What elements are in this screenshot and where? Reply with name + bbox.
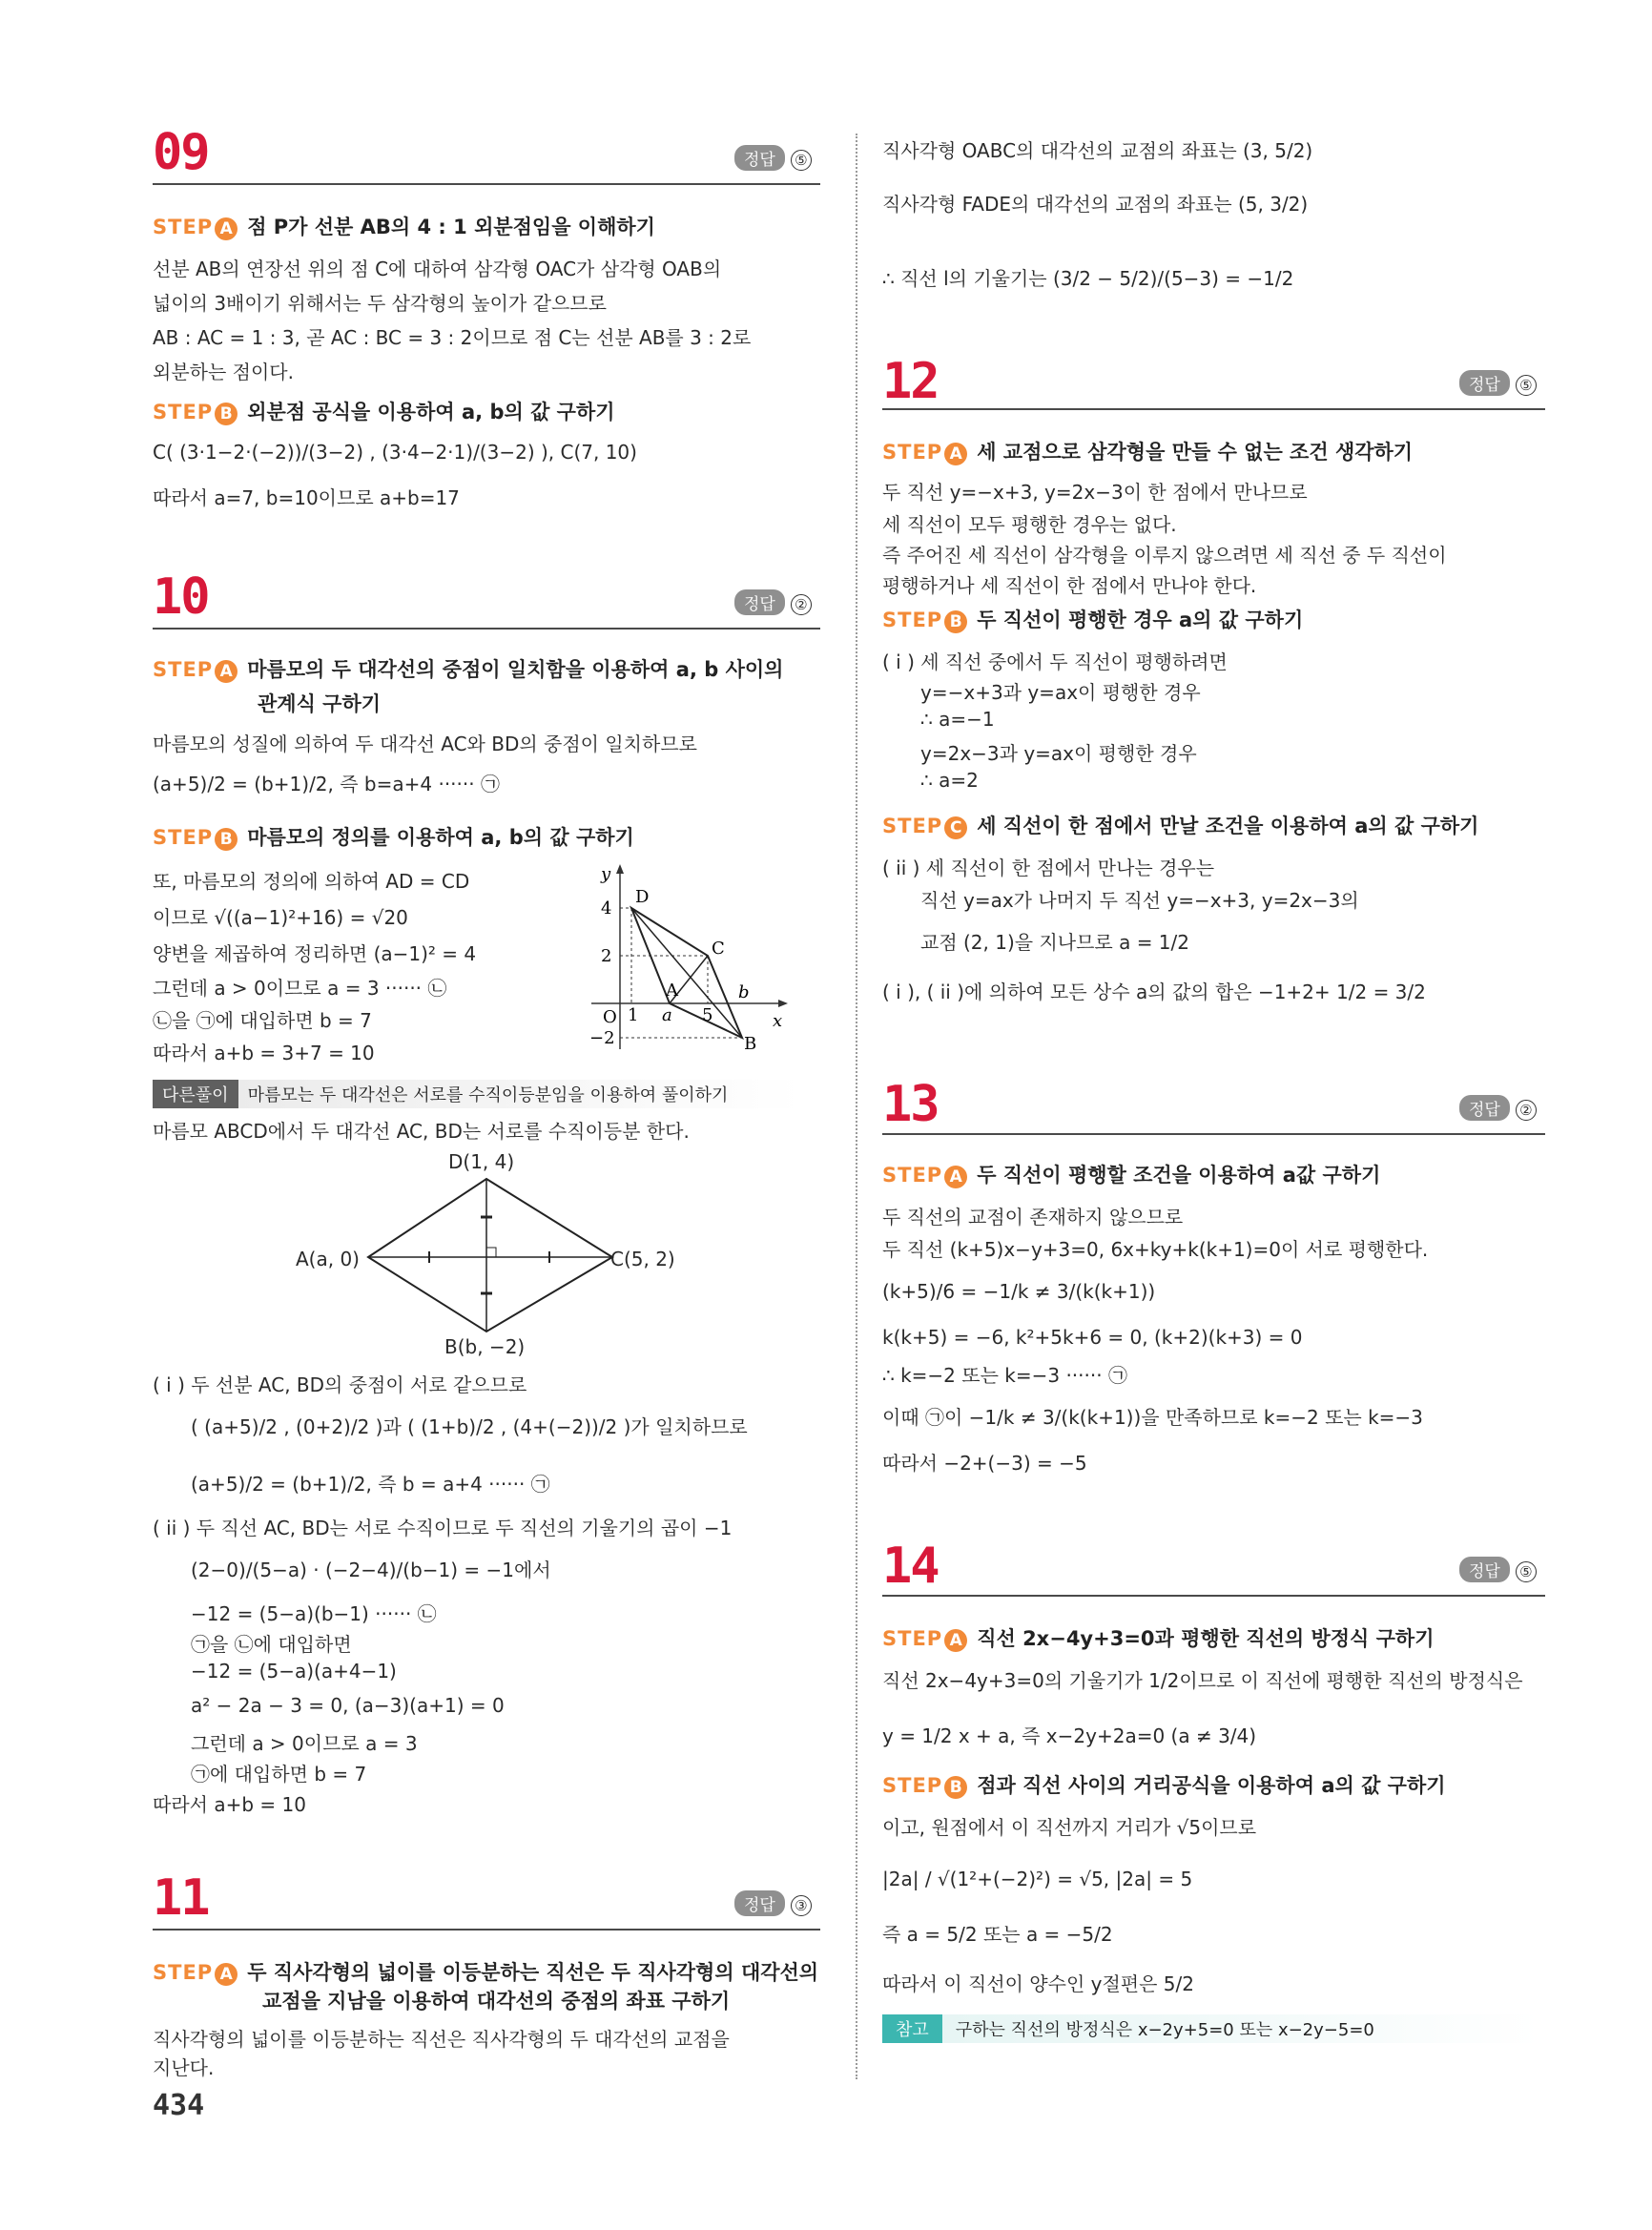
formula-line: ( (a+5)/2 , (0+2)/2 )과 ( (1+b)/2 , (4+(−2))/2 )가 일치하므로 [191, 1415, 748, 1438]
text-line: 직사각형의 넓이를 이등분하는 직선은 직사각형의 두 대각선의 교점을 [153, 2028, 730, 2051]
step-title-cont: 교점을 지남을 이용하여 대각선의 중점의 좌표 구하기 [262, 1990, 731, 2013]
formula-line: ∴ k=−2 또는 k=−3 ······ ㉠ [882, 1364, 1127, 1387]
step-heading [153, 654, 783, 683]
step-letter: A [944, 1166, 967, 1188]
point-label-A: A [666, 981, 678, 1001]
rhombus-diagram [362, 1173, 620, 1335]
step-heading [882, 605, 1303, 633]
text-line: 양변을 제곱하여 정리하면 (a−1)² = 4 [153, 942, 477, 965]
text-line: 따라서 −2+(−3) = −5 [882, 1452, 1087, 1475]
answer-badge-10 [734, 589, 812, 615]
problem-number-13: 13 [882, 1076, 939, 1133]
problem-number-09: 09 [153, 124, 209, 181]
step-title: 외분점 공식을 이용하여 a, b의 값 구하기 [247, 401, 615, 423]
formula-line: a² − 2a − 3 = 0, (a−3)(a+1) = 0 [191, 1694, 505, 1717]
formula-line: 이때 ㉠이 −1/k ≠ 3/(k(k+1))을 만족하므로 k=−2 또는 k=−3 [882, 1406, 1423, 1429]
text-line: 이고, 원점에서 이 직선까지 거리가 √5이므로 [882, 1816, 1257, 1839]
step-tag: STEP [153, 1961, 214, 1984]
answer-badge-09 [734, 145, 812, 171]
text-line: 직선 y=ax가 나머지 두 직선 y=−x+3, y=2x−3의 [920, 889, 1359, 912]
problem-number-14: 14 [882, 1538, 939, 1595]
step-letter: A [215, 217, 237, 240]
answer-badge-11 [734, 1890, 812, 1916]
section-rule [882, 1133, 1545, 1135]
column-divider [856, 134, 857, 2079]
formula-line: (k+5)/6 = −1/k ≠ 3/(k(k+1)) [882, 1280, 1156, 1303]
text-line: ( ii ) 두 직선 AC, BD는 서로 수직이므로 두 직선의 기울기의 곱이 −1 [153, 1517, 733, 1539]
tick-label: 4 [601, 898, 612, 919]
step-heading [882, 1770, 1446, 1799]
answer-label: 정답 [1459, 1557, 1510, 1582]
answer-label: 정답 [734, 589, 785, 615]
formula-line: C( (3·1−2·(−2))/(3−2) , (3·4−2·1)/(3−2) ), C(7, 10) [153, 441, 637, 464]
text-line: 마름모 ABCD에서 두 대각선 AC, BD는 서로를 수직이등분 한다. [153, 1120, 690, 1143]
note-text: 구하는 직선의 방정식은 x−2y+5=0 또는 x−2y−5=0 [955, 2020, 1374, 2040]
tick-label: 1 [628, 1005, 639, 1025]
alt-solution-label: 다른풀이 [153, 1080, 238, 1108]
step-tag: STEP [153, 401, 214, 423]
problem-number-10: 10 [153, 568, 209, 626]
formula-line: y=2x−3과 y=ax이 평행한 경우 [920, 742, 1197, 765]
x-axis-label: x [773, 1011, 783, 1031]
y-axis-label: y [601, 864, 611, 884]
formula-line: 즉 a = 5/2 또는 a = −5/2 [882, 1923, 1113, 1946]
formula-line: 교점 (2, 1)을 지나므로 a = 1/2 [920, 931, 1189, 954]
formula-line: |2a| / √(1²+(−2)²) = √5, |2a| = 5 [882, 1868, 1193, 1890]
step-letter: B [944, 610, 967, 633]
text-line: 두 직선의 교점이 존재하지 않으므로 [882, 1206, 1184, 1229]
answer-badge-14 [1459, 1557, 1537, 1582]
alt-solution-title: 마름모는 두 대각선은 서로를 수직이등분임을 이용하여 풀이하기 [247, 1085, 729, 1105]
text-line: 또, 마름모의 정의에 의하여 AD = CD [153, 870, 470, 893]
answer-value: ② [791, 594, 812, 615]
y-axis-arrow [616, 864, 624, 874]
text-line: 마름모의 성질에 의하여 두 대각선 AC와 BD의 중점이 일치하므로 [153, 733, 697, 755]
formula-line: ∴ 직선 l의 기울기는 (3/2 − 5/2)/(5−3) = −1/2 [882, 267, 1294, 290]
note-bar [882, 2014, 1540, 2043]
step-title: 두 직사각형의 넓이를 이등분하는 직선은 두 직사각형의 대각선의 [247, 1961, 819, 1984]
step-letter: C [944, 816, 967, 839]
rhombus-label-D: D(1, 4) [448, 1150, 515, 1173]
step-heading [153, 397, 615, 425]
step-letter: A [944, 443, 967, 465]
tick-label: 5 [702, 1005, 713, 1025]
alt-solution-bar [153, 1080, 801, 1108]
formula-line: y = 1/2 x + a, 즉 x−2y+2a=0 (a ≠ 3/4) [882, 1724, 1257, 1747]
step-title: 마름모의 두 대각선의 중점이 일치함을 이용하여 a, b 사이의 [247, 658, 784, 681]
step-heading [153, 822, 634, 851]
step-title: 직선 2x−4y+3=0과 평행한 직선의 방정식 구하기 [977, 1627, 1435, 1650]
formula-line: (a+5)/2 = (b+1)/2, 즉 b = a+4 ······ ㉠ [191, 1473, 550, 1496]
step-title: 세 직선이 한 점에서 만날 조건을 이용하여 a의 값 구하기 [977, 815, 1479, 837]
text-line: 두 직선 y=−x+3, y=2x−3이 한 점에서 만나므로 [882, 481, 1308, 504]
problem-number-11: 11 [153, 1869, 209, 1927]
step-tag: STEP [153, 658, 214, 681]
step-title: 두 직선이 평행한 경우 a의 값 구하기 [977, 609, 1304, 631]
text-line: 직사각형 OABC의 대각선의 교점의 좌표는 (3, 5/2) [882, 139, 1313, 162]
answer-label: 정답 [734, 145, 785, 171]
answer-value: ② [1516, 1100, 1537, 1121]
x-axis-arrow [778, 1000, 788, 1007]
rhombus-label-A: A(a, 0) [296, 1248, 360, 1270]
text-line: 따라서 이 직선이 양수인 y절편은 5/2 [882, 1972, 1194, 1995]
origin-label: O [603, 1007, 617, 1027]
rhombus-label-C: C(5, 2) [610, 1248, 675, 1270]
formula-line: k(k+5) = −6, k²+5k+6 = 0, (k+2)(k+3) = 0 [882, 1326, 1303, 1349]
formula-line: (2−0)/(5−a) · (−2−4)/(b−1) = −1에서 [191, 1559, 551, 1581]
coordinate-graph [563, 858, 792, 1059]
step-letter: A [215, 1963, 237, 1986]
answer-label: 정답 [1459, 370, 1510, 396]
point-label-B: B [744, 1034, 757, 1054]
text-line: ( i ) 두 선분 AC, BD의 중점이 서로 같으므로 [153, 1373, 527, 1396]
answer-label: 정답 [734, 1890, 785, 1916]
text-line: 넓이의 3배이기 위해서는 두 삼각형의 높이가 같으므로 [153, 292, 607, 315]
text-line: 따라서 a=7, b=10이므로 a+b=17 [153, 486, 460, 509]
text-line: ( ii ) 세 직선이 한 점에서 만나는 경우는 [882, 857, 1215, 879]
answer-value: ⑤ [791, 150, 812, 171]
text-line: 이므로 √((a−1)²+16) = √20 [153, 906, 408, 929]
step-title: 세 교점으로 삼각형을 만들 수 없는 조건 생각하기 [977, 441, 1414, 464]
section-rule [882, 408, 1545, 410]
step-heading [882, 811, 1478, 839]
text-line: 그런데 a > 0이므로 a = 3 [191, 1732, 418, 1755]
point-label-C: C [712, 939, 725, 959]
step-tag: STEP [882, 1164, 943, 1187]
text-line: 그런데 a > 0이므로 a = 3 ······ ㉡ [153, 977, 447, 1000]
tick-label: −2 [589, 1028, 615, 1048]
rhombus-label-B: B(b, −2) [444, 1335, 526, 1358]
step-title: 마름모의 정의를 이용하여 a, b의 값 구하기 [247, 826, 634, 849]
text-line: 따라서 a+b = 3+7 = 10 [153, 1042, 375, 1064]
step-heading [882, 1623, 1435, 1652]
answer-label: 정답 [1459, 1095, 1510, 1121]
section-rule [153, 183, 820, 185]
answer-badge-13 [1459, 1095, 1537, 1121]
section-rule [882, 1595, 1545, 1597]
step-letter: B [215, 403, 237, 425]
answer-value: ③ [791, 1895, 812, 1916]
step-letter: A [215, 660, 237, 683]
text-line: ㉠을 ㉡에 대입하면 [191, 1633, 352, 1656]
right-angle-mark [486, 1248, 496, 1257]
step-tag: STEP [153, 826, 214, 849]
answer-value: ⑤ [1516, 1561, 1537, 1582]
step-letter: A [944, 1629, 967, 1652]
formula-line: ∴ a=−1 [920, 708, 995, 731]
text-line: 평행하거나 세 직선이 한 점에서 만나야 한다. [882, 574, 1257, 597]
step-tag: STEP [882, 441, 943, 464]
step-letter: B [944, 1776, 967, 1799]
formula-line: −12 = (5−a)(b−1) ······ ㉡ [191, 1602, 437, 1625]
formula-line: −12 = (5−a)(a+4−1) [191, 1660, 397, 1683]
text-line: ㉡을 ㉠에 대입하면 b = 7 [153, 1009, 372, 1032]
step-title: 점과 직선 사이의 거리공식을 이용하여 a의 값 구하기 [977, 1774, 1446, 1797]
tick-label-a: a [662, 1005, 672, 1025]
step-tag: STEP [153, 216, 214, 238]
step-tag: STEP [882, 609, 943, 631]
point-label-D: D [635, 887, 650, 907]
formula-line: (a+5)/2 = (b+1)/2, 즉 b=a+4 ······ ㉠ [153, 773, 500, 795]
page-number: 434 [153, 2089, 205, 2122]
text-line: 직사각형 FADE의 대각선의 교점의 좌표는 (5, 3/2) [882, 193, 1309, 216]
formula-line: ( i ), ( ii )에 의하여 모든 상수 a의 값의 합은 −1+2+ 1/2 = 3/2 [882, 981, 1426, 1003]
rhombus-outline [368, 1179, 612, 1332]
text-line: 지난다. [153, 2056, 215, 2079]
step-heading [153, 1957, 818, 1986]
step-title: 점 P가 선분 AB의 4 : 1 외분점임을 이해하기 [247, 216, 655, 238]
step-heading [153, 212, 655, 240]
problem-number-12: 12 [882, 353, 939, 410]
text-line: 외분하는 점이다. [153, 361, 294, 383]
formula-line: 직선 2x−4y+3=0의 기울기가 1/2이므로 이 직선에 평행한 직선의 방정식은 [882, 1669, 1523, 1692]
text-line: 세 직선이 모두 평행한 경우는 없다. [882, 513, 1177, 536]
step-letter: B [215, 828, 237, 851]
step-tag: STEP [882, 1627, 943, 1650]
tick-label-b: b [738, 982, 750, 1002]
note-label: 참고 [882, 2014, 942, 2043]
text-line: 선분 AB의 연장선 위의 점 C에 대하여 삼각형 OAC가 삼각형 OAB의 [153, 258, 722, 280]
step-heading [882, 437, 1413, 465]
text-line: ㉠에 대입하면 b = 7 [191, 1763, 367, 1786]
step-tag: STEP [882, 815, 943, 837]
step-heading [882, 1160, 1380, 1188]
text-line: 즉 주어진 세 직선이 삼각형을 이루지 않으려면 세 직선 중 두 직선이 [882, 544, 1447, 567]
step-tag: STEP [882, 1774, 943, 1797]
section-rule [153, 628, 820, 630]
answer-badge-12 [1459, 370, 1537, 396]
text-line: 따라서 a+b = 10 [153, 1793, 306, 1816]
tick-label: 2 [601, 946, 612, 966]
text-line: 두 직선 (k+5)x−y+3=0, 6x+ky+k(k+1)=0이 서로 평행한다. [882, 1238, 1429, 1261]
diagonal-BD [631, 908, 742, 1038]
text-line: ( i ) 세 직선 중에서 두 직선이 평행하려면 [882, 650, 1228, 673]
formula-line: ∴ a=2 [920, 769, 979, 792]
step-title: 두 직선이 평행할 조건을 이용하여 a값 구하기 [977, 1164, 1381, 1187]
text-line: AB : AC = 1 : 3, 곧 AC : BC = 3 : 2이므로 점 C는 선분 AB를 3 : 2로 [153, 326, 752, 349]
step-title-cont: 관계식 구하기 [258, 692, 382, 715]
section-rule [153, 1929, 820, 1931]
formula-line: y=−x+3과 y=ax이 평행한 경우 [920, 681, 1201, 704]
answer-value: ⑤ [1516, 375, 1537, 396]
